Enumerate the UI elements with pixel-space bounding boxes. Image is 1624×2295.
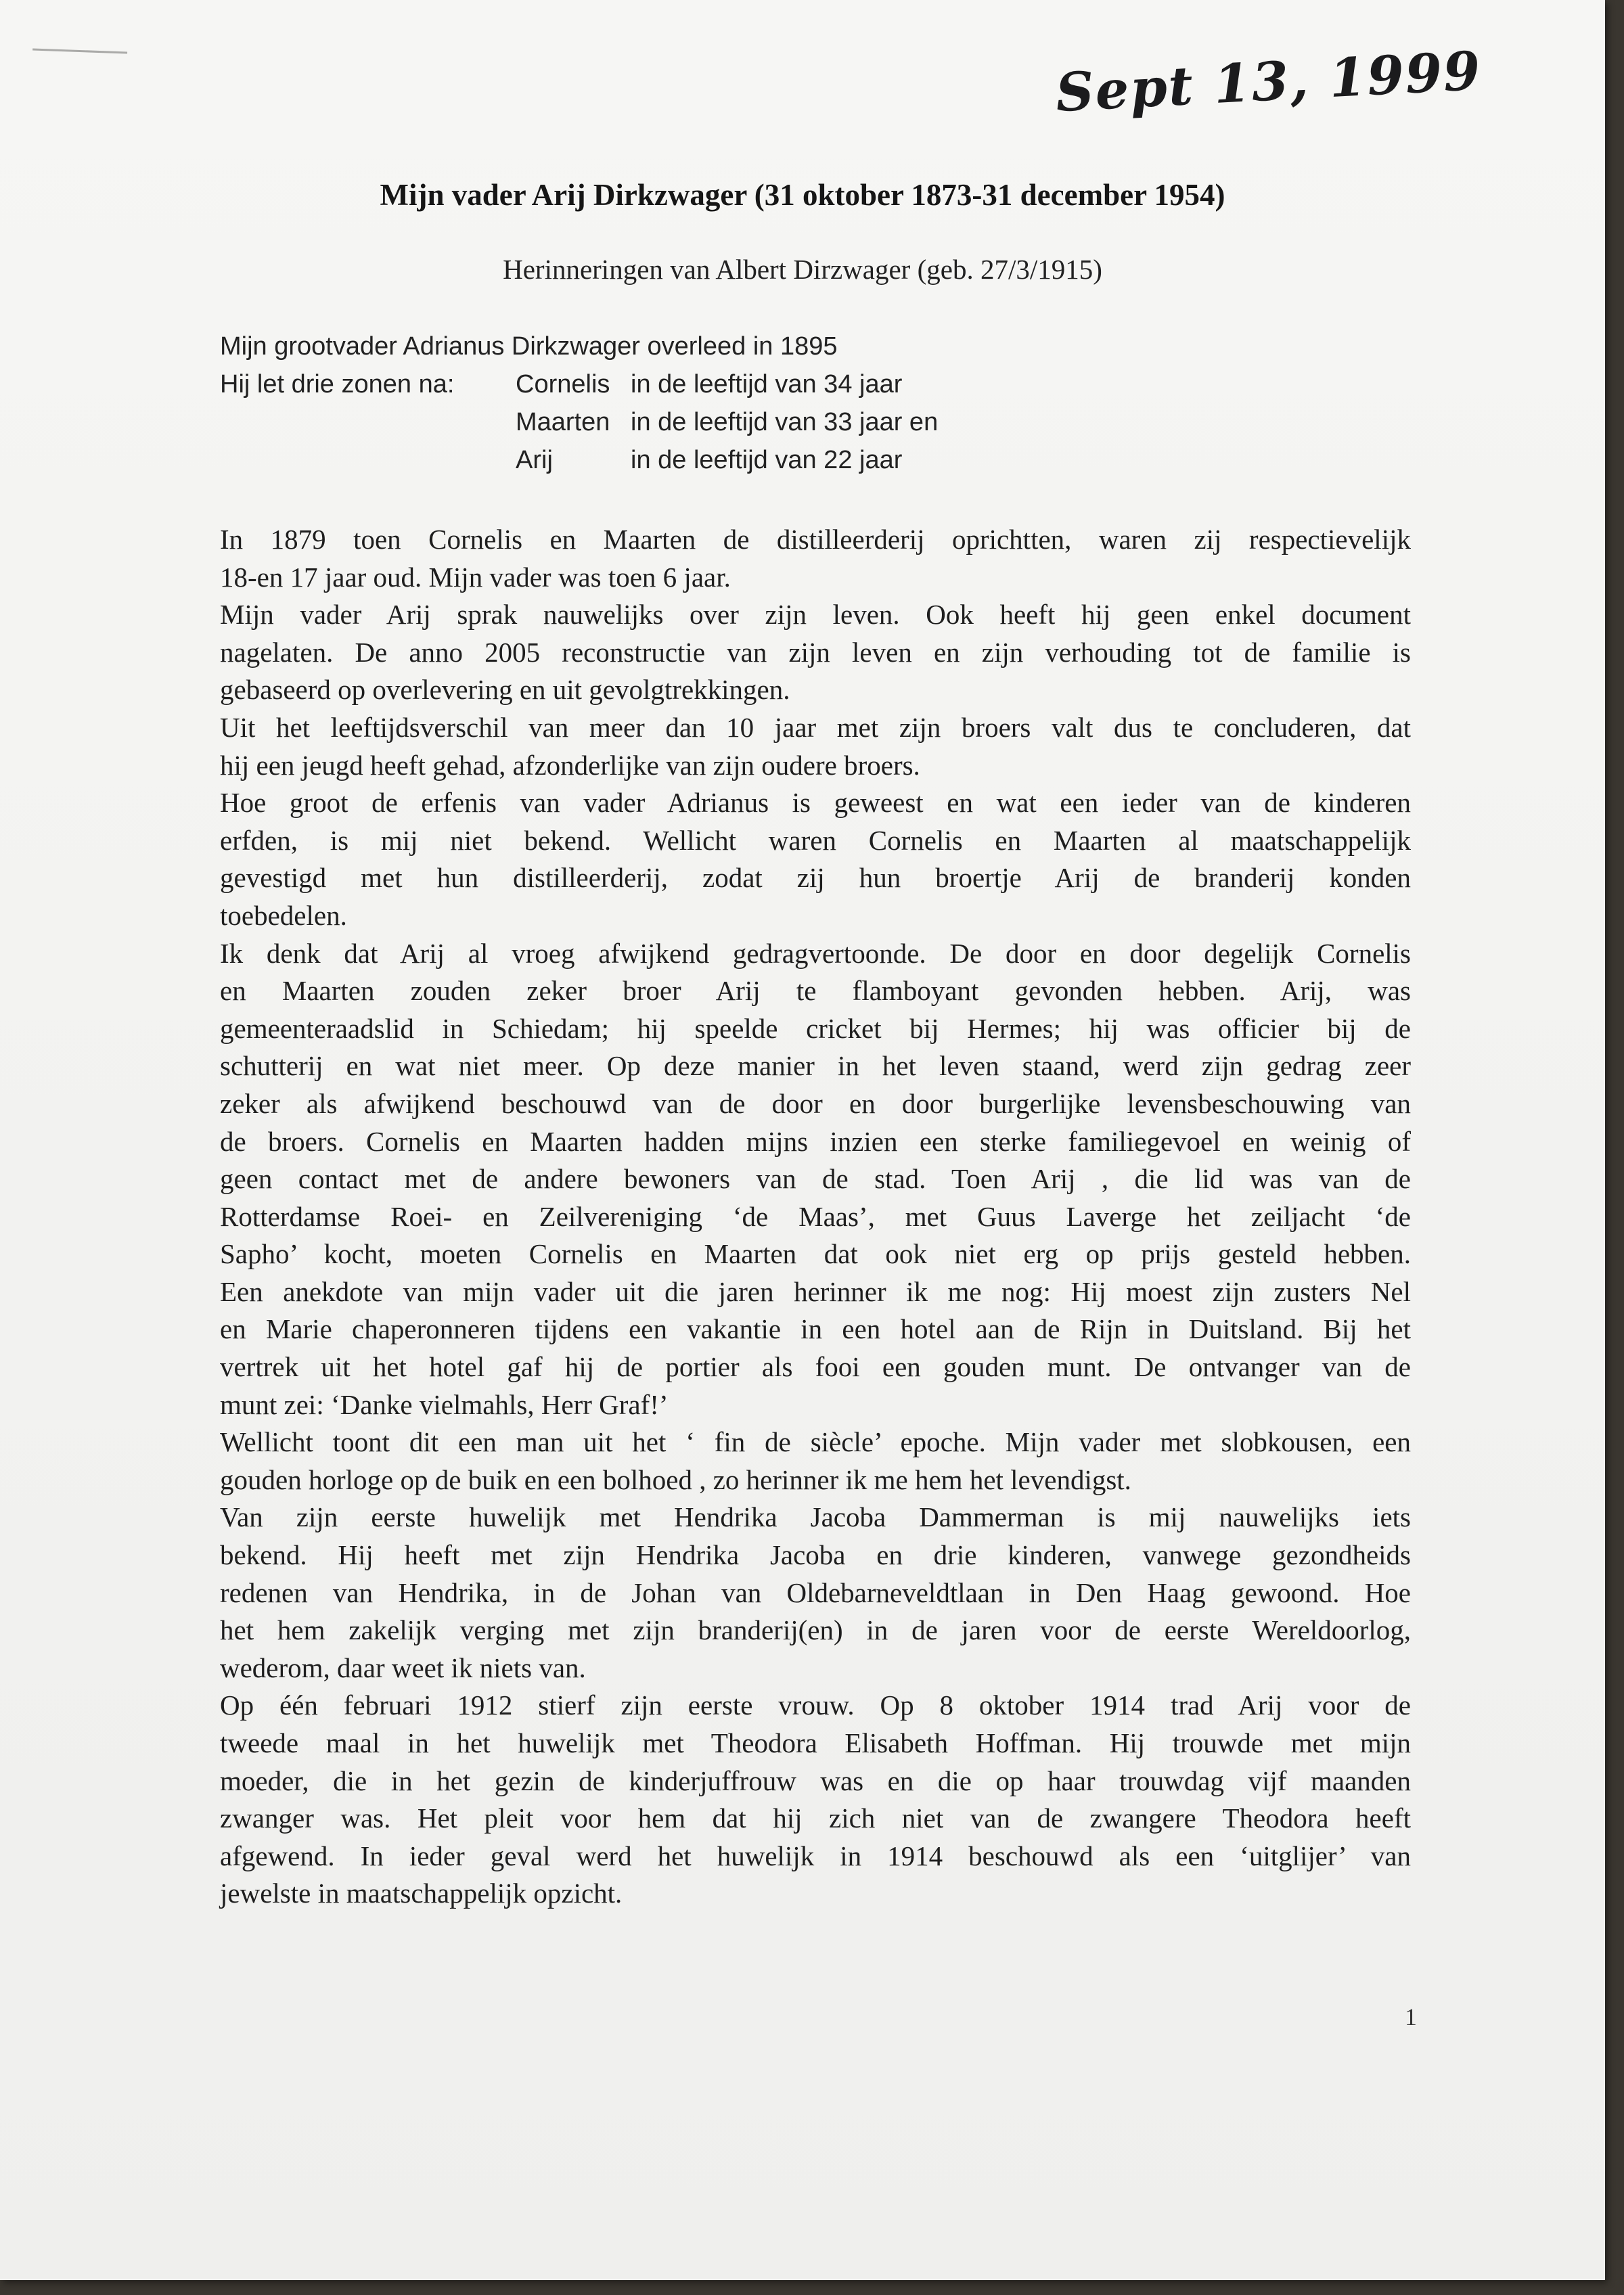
body-line: en Maarten zouden zeker broer Arij te flamboyant gevonden hebben. Arij, was <box>220 975 1411 1007</box>
son-name: Arij <box>516 446 553 474</box>
son-name: Cornelis <box>516 370 610 399</box>
body-line: gemeenteraadslid in Schiedam; hij speelde cricket bij Hermes; hij was officier bij de <box>220 1012 1411 1044</box>
son-name: Maarten <box>516 408 610 436</box>
intro-line <box>220 403 938 441</box>
document-subtitle: Herinneringen van Albert Dirzwager (geb. 27/3/1915) <box>503 254 1102 285</box>
handwritten-date: Sept 13, 1999 <box>1054 40 1483 124</box>
body-line: tweede maal in het huwelijk met Theodora Elisabeth Hoffman. Hij trouwde met mijn <box>220 1727 1411 1758</box>
intro-line <box>220 327 938 365</box>
body-line: 18-en 17 jaar oud. Mijn vader was toen 6 jaar. <box>220 561 731 593</box>
document-title: Mijn vader Arij Dirkzwager (31 oktober 1873-31 december 1954) <box>380 178 1225 212</box>
body-line: vertrek uit het hotel gaf hij de portier als fooi een gouden munt. De ontvanger van de <box>220 1351 1411 1383</box>
body-line: Rotterdamse Roei- en Zeilvereniging ‘de Maas’, met Guus Laverge het zeiljacht ‘de <box>220 1200 1411 1232</box>
body-line: Wellicht toont dit een man uit het ‘ fin de siècle’ epoche. Mijn vader met slobkousen, een <box>220 1426 1411 1458</box>
intro-line <box>220 441 938 479</box>
body-line: hij een jeugd heeft gehad, afzonderlijke van zijn oudere broers. <box>220 749 920 781</box>
sons-label: Hij let drie zonen na: <box>220 370 455 399</box>
body-line: Ik denk dat Arij al vroeg afwijkend gedragvertoonde. De door en door degelijk Cornelis <box>220 937 1411 969</box>
body-line: Mijn vader Arij sprak nauwelijks over zijn leven. Ook heeft hij geen enkel document <box>220 599 1411 631</box>
intro-line <box>220 365 938 403</box>
body-text <box>220 521 1411 1913</box>
body-line: afgewend. In ieder geval werd het huwelijk in 1914 beschouwd als een ‘uitglijer’ van <box>220 1840 1411 1871</box>
body-line: erfden, is mij niet bekend. Wellicht waren Cornelis en Maarten al maatschappelijk <box>220 824 1411 856</box>
body-line: geen contact met de andere bewoners van de stad. Toen Arij , die lid was van de <box>220 1163 1411 1195</box>
body-line: Op één februari 1912 stierf zijn eerste vrouw. Op 8 oktober 1914 trad Arij voor de <box>220 1689 1411 1721</box>
body-line: zwanger was. Het pleit voor hem dat hij zich niet van de zwangere Theodora heeft <box>220 1802 1411 1834</box>
body-line: Van zijn eerste huwelijk met Hendrika Jacoba Dammerman is mij nauwelijks iets <box>220 1501 1411 1533</box>
intro-text: Mijn grootvader Adrianus Dirkzwager overleed in 1895 <box>220 332 838 361</box>
body-line: schutterij en wat niet meer. Op deze manier in het leven staand, werd zijn gedrag zeer <box>220 1050 1411 1082</box>
body-line: jewelste in maatschappelijk opzicht. <box>220 1878 623 1909</box>
pencil-mark <box>32 49 127 58</box>
body-line: en Marie chaperonneren tijdens een vakantie in een hotel aan de Rijn in Duitsland. Bij het <box>220 1313 1411 1345</box>
body-line: het hem zakelijk verging met zijn branderij(en) in de jaren voor de eerste Wereldoorlog, <box>220 1614 1411 1646</box>
body-line: redenen van Hendrika, in de Johan van Oldebarneveldtlaan in Den Haag gewoond. Hoe <box>220 1576 1411 1608</box>
body-line: gebaseerd op overlevering en uit gevolgtrekkingen. <box>220 674 790 706</box>
body-line: nagelaten. De anno 2005 reconstructie van zijn leven en zijn verhouding tot de familie is <box>220 636 1411 668</box>
body-line: munt zei: ‘Danke vielmahls, Herr Graf!’ <box>220 1388 669 1420</box>
body-line: toebedelen. <box>220 899 347 931</box>
body-line: Hoe groot de erfenis van vader Adrianus is geweest en wat een ieder van de kinderen <box>220 787 1411 819</box>
body-line: de broers. Cornelis en Maarten hadden mijns inzien een sterke familiegevoel en weinig of <box>220 1125 1411 1157</box>
body-line: zeker als afwijkend beschouwd van de door en door burgerlijke levensbeschouwing van <box>220 1087 1411 1119</box>
body-line: In 1879 toen Cornelis en Maarten de distilleerderij oprichtten, waren zij respectievelijk <box>220 524 1411 555</box>
body-line: gouden horloge op de buik en een bolhoed , zo herinner ik me hem het levendigst. <box>220 1463 1131 1495</box>
son-age: in de leeftijd van 33 jaar en <box>631 408 939 436</box>
body-line: wederom, daar weet ik niets van. <box>220 1652 586 1683</box>
body-line: Een anekdote van mijn vader uit die jaren herinner ik me nog: Hij moest zijn zusters Nel <box>220 1275 1411 1307</box>
son-age: in de leeftijd van 34 jaar <box>631 370 903 399</box>
body-line: Uit het leeftijdsverschil van meer dan 10 jaar met zijn broers valt dus te concluderen, dat <box>220 711 1411 743</box>
body-line: bekend. Hij heeft met zijn Hendrika Jacoba en drie kinderen, vanwege gezondheids <box>220 1539 1411 1571</box>
body-line: Sapho’ kocht, moeten Cornelis en Maarten dat ook niet erg op prijs gesteld hebben. <box>220 1238 1411 1270</box>
body-line: moeder, die in het gezin de kinderjuffrouw was en die op haar trouwdag vijf maanden <box>220 1765 1411 1796</box>
son-age: in de leeftijd van 22 jaar <box>631 446 903 474</box>
page-number: 1 <box>1405 2003 1417 2030</box>
intro-block <box>220 327 938 479</box>
body-line: gevestigd met hun distilleerderij, zodat zij hun broertje Arij de branderij konden <box>220 862 1411 894</box>
